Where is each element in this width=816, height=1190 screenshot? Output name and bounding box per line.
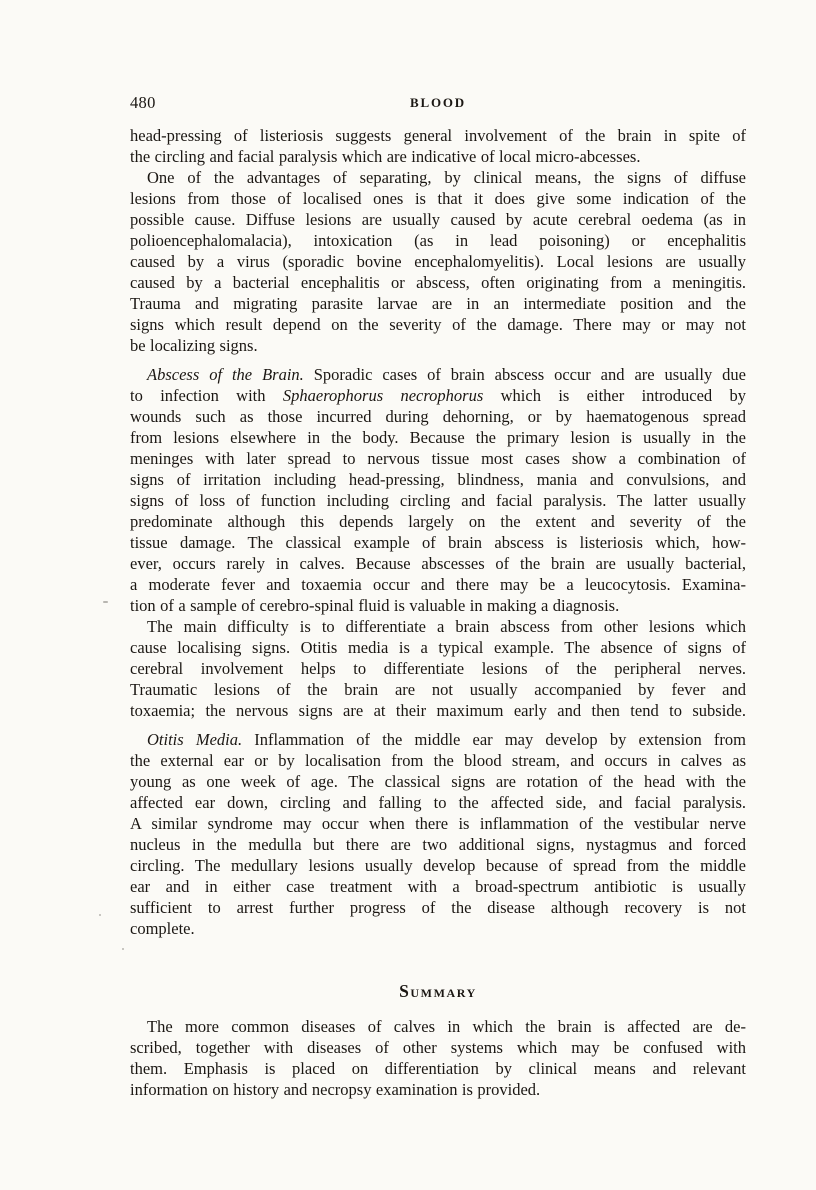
scan-speck — [103, 601, 108, 603]
page-number: 480 — [130, 93, 156, 112]
text-line: wounds such as those incurred during dehorning, or by haematogenous spread — [130, 407, 746, 426]
paragraph — [130, 364, 746, 616]
text-line: be localizing signs. — [130, 336, 258, 355]
text-line: from lesions elsewhere in the body. Because the primary lesion is usually in the — [130, 428, 746, 447]
text-line: Otitis Media. Inflammation of the middle ear may develop by extension from — [147, 730, 746, 749]
text-line: The more common diseases of calves in which the brain is affected are de- — [147, 1017, 746, 1036]
text-line: to infection with Sphaerophorus necrophorus which is either introduced by — [130, 386, 747, 405]
text-line: signs which result depend on the severity of the damage. There may or may not — [130, 315, 746, 334]
text-line: ear and in either case treatment with a broad-spectrum antibiotic is usually — [130, 877, 746, 896]
text-line: Trauma and migrating parasite larvae are in an intermediate position and the — [130, 294, 746, 313]
text-line: The main difficulty is to differentiate a brain abscess from other lesions which — [147, 617, 746, 636]
paragraph — [130, 1016, 746, 1100]
text-line: caused by a bacterial encephalitis or abscess, often originating from a meningitis. — [130, 273, 746, 292]
scan-speck — [99, 914, 101, 916]
text-line: Traumatic lesions of the brain are not usually accompanied by fever and — [130, 680, 746, 699]
scan-speck — [122, 948, 124, 950]
text-line: cerebral involvement helps to differentiate lesions of the peripheral nerves. — [130, 659, 746, 678]
text-line: sufficient to arrest further progress of the disease although recovery is not — [130, 898, 746, 917]
text-line: Abscess of the Brain. Sporadic cases of brain abscess occur and are usually due — [147, 365, 746, 384]
content-column — [130, 92, 746, 1100]
text-line: A similar syndrome may occur when there is inflammation of the vestibular nerve — [130, 814, 746, 833]
text-line: tion of a sample of cerebro-spinal fluid is valuable in making a diagnosis. — [130, 596, 620, 615]
page-body — [130, 125, 746, 1100]
paragraph — [130, 729, 746, 939]
text-line: a moderate fever and toxaemia occur and there may be a leucocytosis. Examina- — [130, 575, 746, 594]
paragraph — [130, 167, 746, 356]
text-line: signs of loss of function including circling and facial paralysis. The latter usually — [130, 491, 746, 510]
text-line: the circling and facial paralysis which are indicative of local micro-abcesses. — [130, 147, 641, 166]
text-line: polioencephalomalacia), intoxication (as in lead poisoning) or encephalitis — [130, 231, 746, 250]
text-line: ever, occurs rarely in calves. Because abscesses of the brain are usually bacterial, — [130, 554, 746, 573]
text-line: the external ear or by localisation from the blood stream, and occurs in calves as — [130, 751, 746, 770]
text-line: information on history and necropsy examination is provided. — [130, 1080, 541, 1099]
text-line: affected ear down, circling and falling to the affected side, and facial paralysis. — [130, 793, 746, 812]
paragraph — [130, 616, 746, 721]
text-line: tissue damage. The classical example of brain abscess is listeriosis which, how- — [130, 533, 746, 552]
text-line: toxaemia; the nervous signs are at their maximum early and then tend to subside. — [130, 701, 746, 720]
text-line: meninges with later spread to nervous tissue most cases show a combination of — [130, 449, 746, 468]
text-line: cause localising signs. Otitis media is a typical example. The absence of signs of — [130, 638, 746, 657]
text-line: young as one week of age. The classical signs are rotation of the head with the — [130, 772, 746, 791]
text-line: them. Emphasis is placed on differentiation by clinical means and relevant — [130, 1059, 746, 1078]
text-line: circling. The medullary lesions usually develop because of spread from the middle — [130, 856, 746, 875]
text-line: lesions from those of localised ones is that it does give some indication of the — [130, 189, 746, 208]
running-title: BLOOD — [410, 95, 466, 110]
text-line: head-pressing of listeriosis suggests general involvement of the brain in spite of — [130, 126, 746, 145]
text-line: caused by a virus (sporadic bovine encephalomyelitis). Local lesions are usually — [130, 252, 746, 271]
running-header — [130, 92, 746, 113]
text-line: predominate although this depends largely on the extent and severity of the — [130, 512, 746, 531]
paragraph — [130, 125, 746, 167]
text-line: possible cause. Diffuse lesions are usually caused by acute cerebral oedema (as in — [130, 210, 746, 229]
text-line: signs of irritation including head-pressing, blindness, mania and convulsions, and — [130, 470, 746, 489]
text-line: scribed, together with diseases of other systems which may be confused with — [130, 1038, 746, 1057]
section-heading: Summary — [399, 981, 477, 1001]
text-line: One of the advantages of separating, by clinical means, the signs of diffuse — [147, 168, 746, 187]
text-line: nucleus in the medulla but there are two additional signs, nystagmus and forced — [130, 835, 746, 854]
text-line: complete. — [130, 919, 195, 938]
